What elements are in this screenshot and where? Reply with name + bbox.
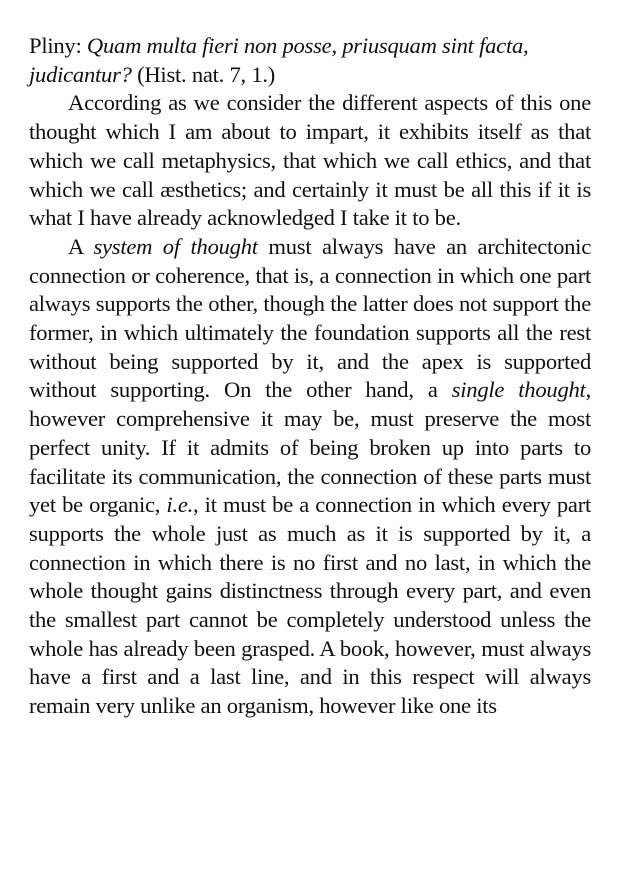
paragraph-2-text-1: must always have an architectonic connection or coherence, that is, a connection in which one part always supports the other, though the latter does not support the former, in which ultimately the foundation supports all the rest without being supported by it, and the apex is supported without supporting. On the other hand, a [29,233,591,403]
paragraph-2-text-3: , it must be a connection in which every part supports the whole just as much as it is supported by it, a connection in which there is no first and no last, in which the whole thought gains distinctness through every part, and even the smallest part cannot be completely understood unless the whole has already been grasped. A book, however, must always have a first and a last line, and in this respect will always remain very unlike an organism, however like one its [29,492,591,719]
paragraph-2-text-2: , however comprehensive it may be, must preserve the most perfect unity. If it admits of being broken up into parts to facilitate its communication, the connection of these parts must yet be organic, [29,377,591,518]
epigraph [29,32,591,89]
paragraph-2-emphasis-ie: i.e. [166,492,194,518]
paragraph-2-lead: A [68,233,83,259]
paragraph-2 [29,233,591,721]
epigraph-quote: Quam multa fieri non posse, priusquam sint facta, judicantur? [29,33,529,87]
paragraph-2-emphasis-single-thought: single thought [451,377,586,403]
paragraph-1-text: According as we consider the different aspects of this one thought which I am about to impart, it exhibits itself as that which we call metaphysics, that which we call ethics, and that which we call æsthetics; and certainly it must be all this if it is what I have already acknowledged I take it to be. [29,90,591,231]
epigraph-citation: (Hist. nat. 7, 1.) [137,61,276,87]
paragraph-1 [29,89,591,233]
document-page [29,32,591,721]
paragraph-2-emphasis-system-of-thought: system of thought [93,233,258,259]
epigraph-author: Pliny: [29,33,82,58]
